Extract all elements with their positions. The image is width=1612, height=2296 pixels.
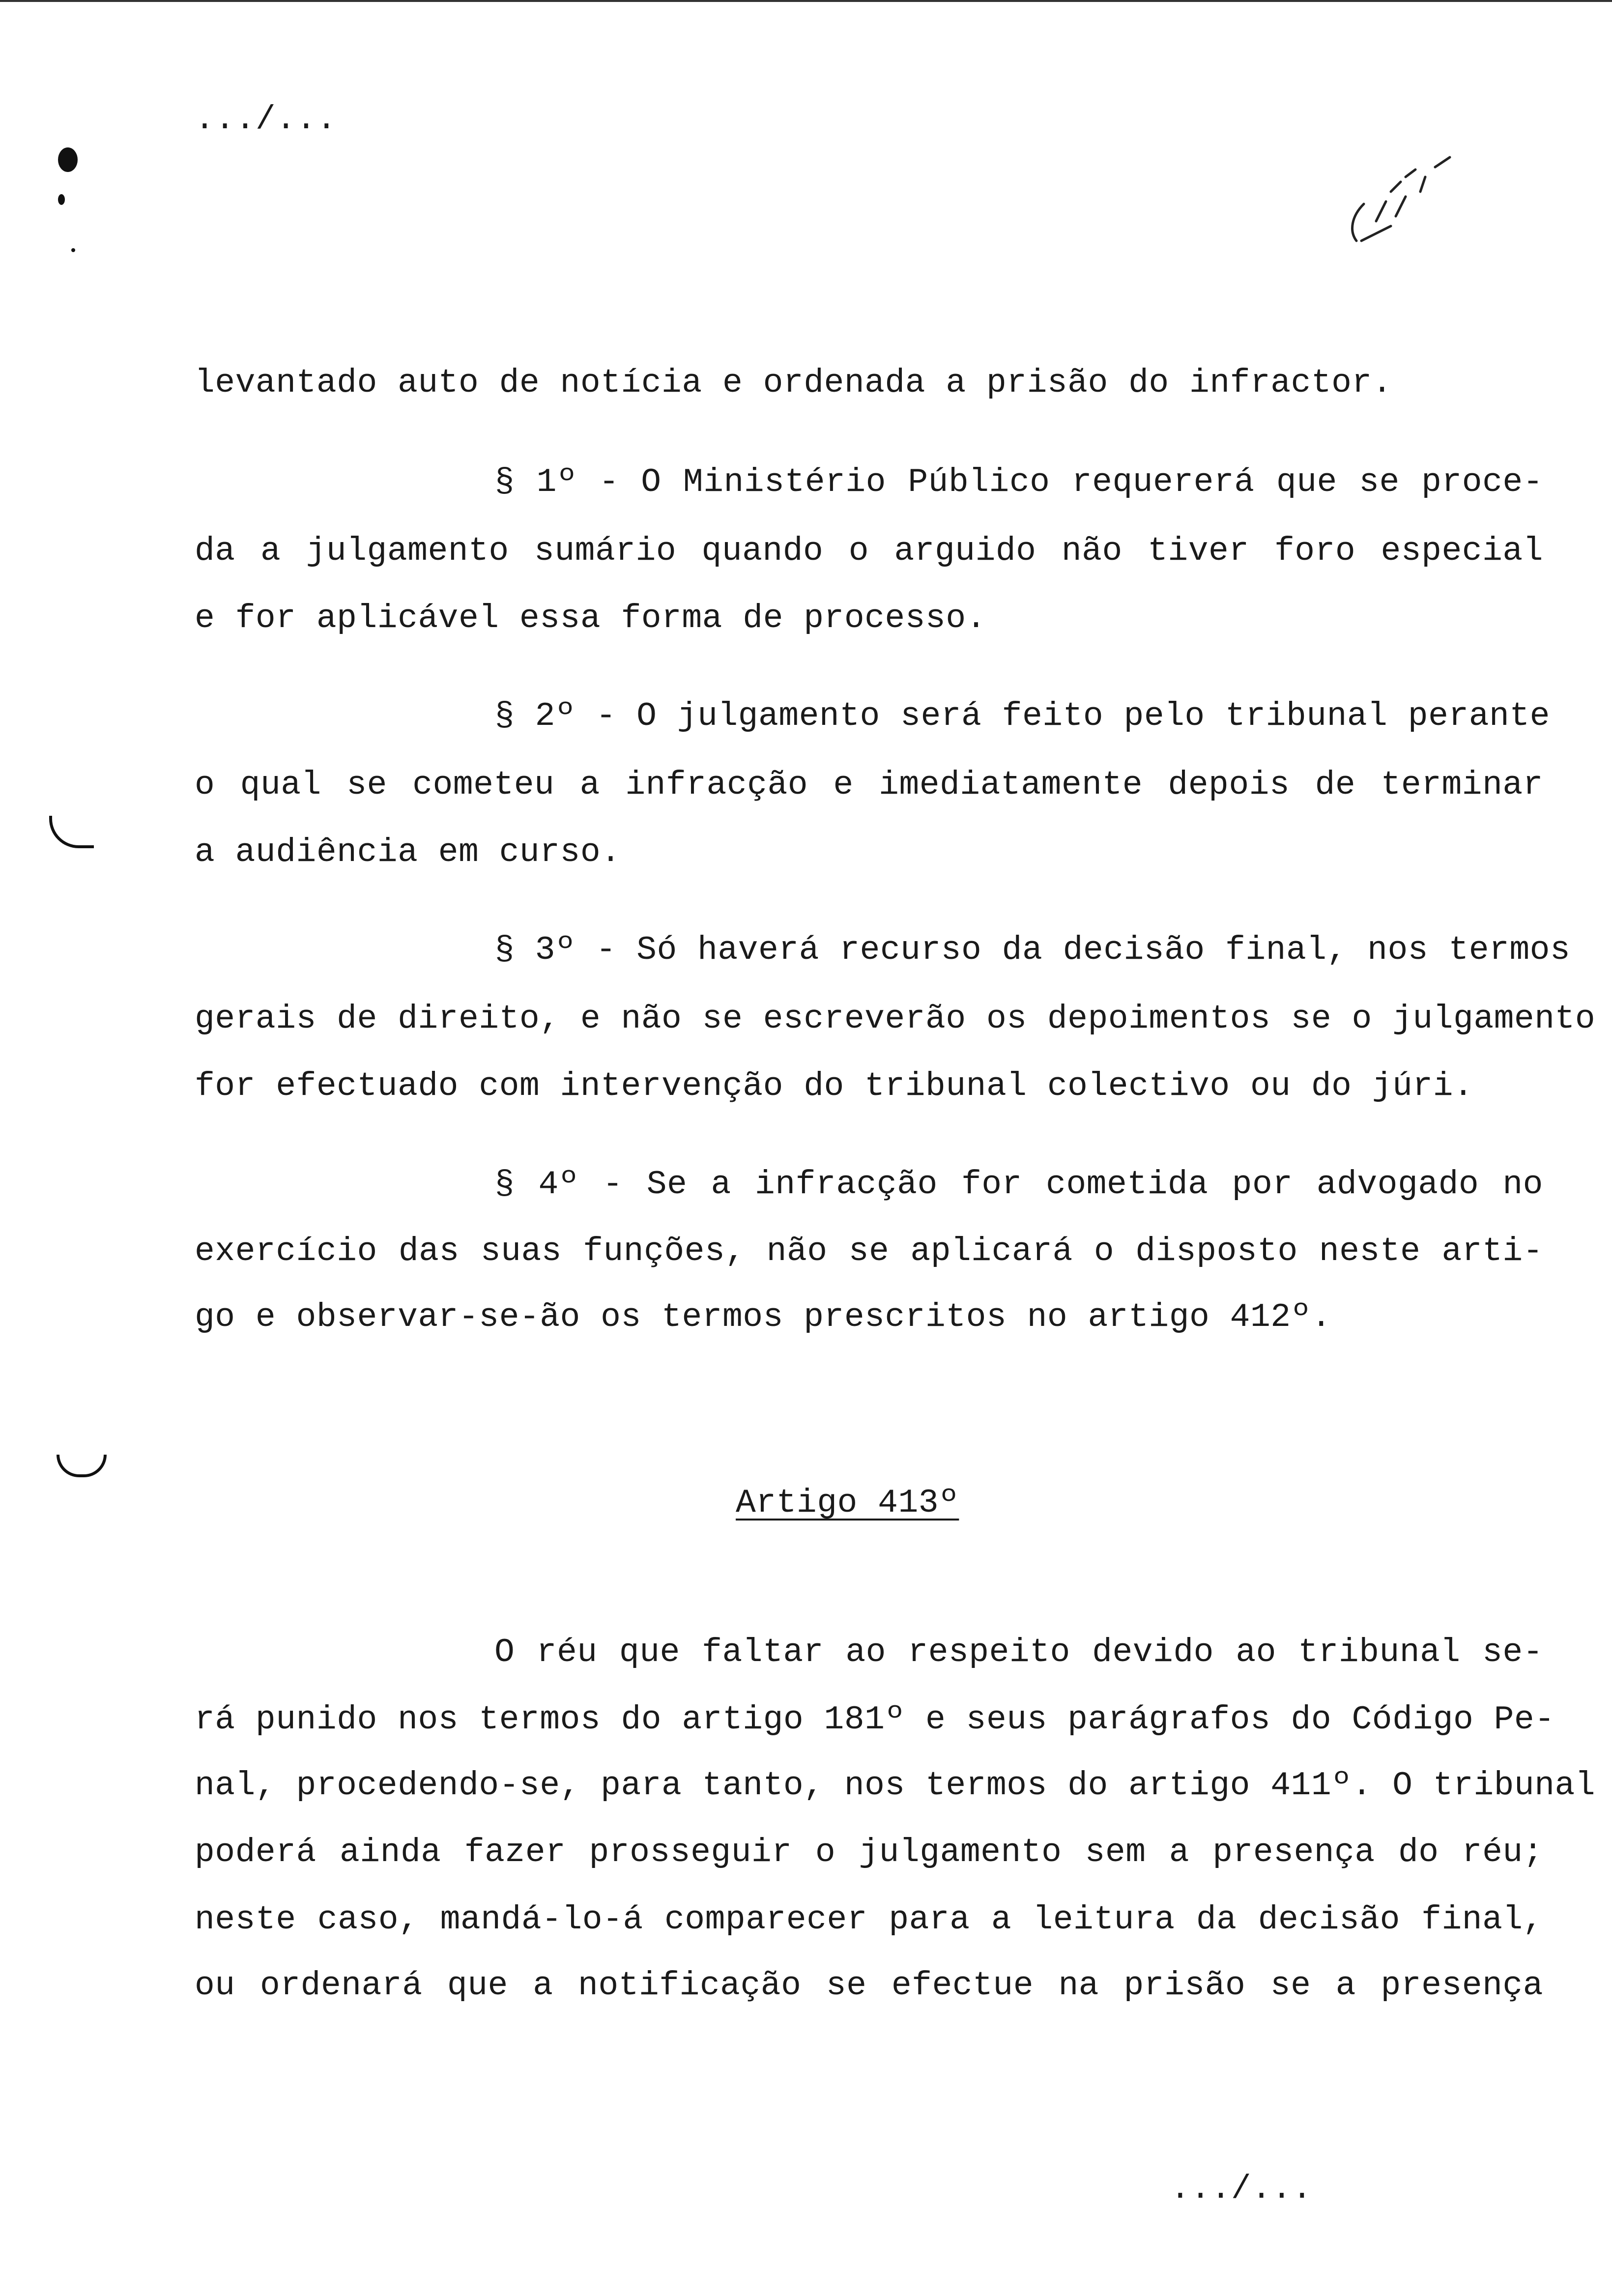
continuation-marker-bottom: .../... — [1170, 2170, 1313, 2208]
paragraph-4-line: go e observar-se-ão os termos prescritos no artigo 412º. — [195, 1298, 1332, 1336]
scan-mark — [71, 248, 75, 252]
handwritten-signature-icon — [1347, 147, 1474, 256]
paragraph-2-line: a audiência em curso. — [195, 833, 621, 871]
scan-hole-mark — [58, 147, 78, 172]
article-text-line: poderá ainda fazer prosseguir o julgamento sem a presença do réu; — [195, 1834, 1543, 1871]
paragraph-1-line: § 1º - O Ministério Público requererá que se proce- — [494, 463, 1543, 501]
continuation-marker-top: .../... — [195, 101, 337, 139]
paragraph-3-line: § 3º - Só haverá recurso da decisão final, nos termos — [494, 931, 1571, 969]
paragraph-2-line: § 2º - O julgamento será feito pelo tribunal perante — [494, 697, 1550, 735]
paragraph-2-line: o qual se cometeu a infracção e imediatamente depois de terminar — [195, 766, 1543, 804]
scan-top-edge — [0, 0, 1612, 2]
article-text-line: nal, procedendo-se, para tanto, nos termos do artigo 411º. O tribunal — [195, 1767, 1596, 1805]
paragraph-1-line: e for aplicável essa forma de processo. — [195, 600, 986, 637]
text-line: levantado auto de notícia e ordenada a prisão do infractor. — [195, 364, 1393, 402]
article-heading: Artigo 413º — [736, 1484, 959, 1522]
paragraph-1-line: da a julgamento sumário quando o arguido não tiver foro especial — [195, 532, 1543, 570]
scan-arc-mark — [49, 816, 94, 848]
paragraph-3-line: gerais de direito, e não se escreverão os depoimentos se o julgamento — [195, 1000, 1596, 1038]
paragraph-4-line: § 4º - Se a infracção for cometida por advogado no — [494, 1166, 1543, 1204]
scan-arc-mark — [57, 1455, 107, 1477]
scan-mark — [58, 194, 65, 205]
article-text-line: O réu que faltar ao respeito devido ao tribunal se- — [494, 1634, 1543, 1671]
article-text-line: neste caso, mandá-lo-á comparecer para a leitura da decisão final, — [195, 1901, 1543, 1939]
article-text-line: ou ordenará que a notificação se efectue na prisão se a presença — [195, 1967, 1543, 2005]
paragraph-3-line: for efectuado com intervenção do tribunal colectivo ou do júri. — [195, 1067, 1474, 1105]
paragraph-4-line: exercício das suas funções, não se aplicará o disposto neste arti- — [195, 1233, 1543, 1270]
article-text-line: rá punido nos termos do artigo 181º e seus parágrafos do Código Pe- — [195, 1701, 1555, 1739]
